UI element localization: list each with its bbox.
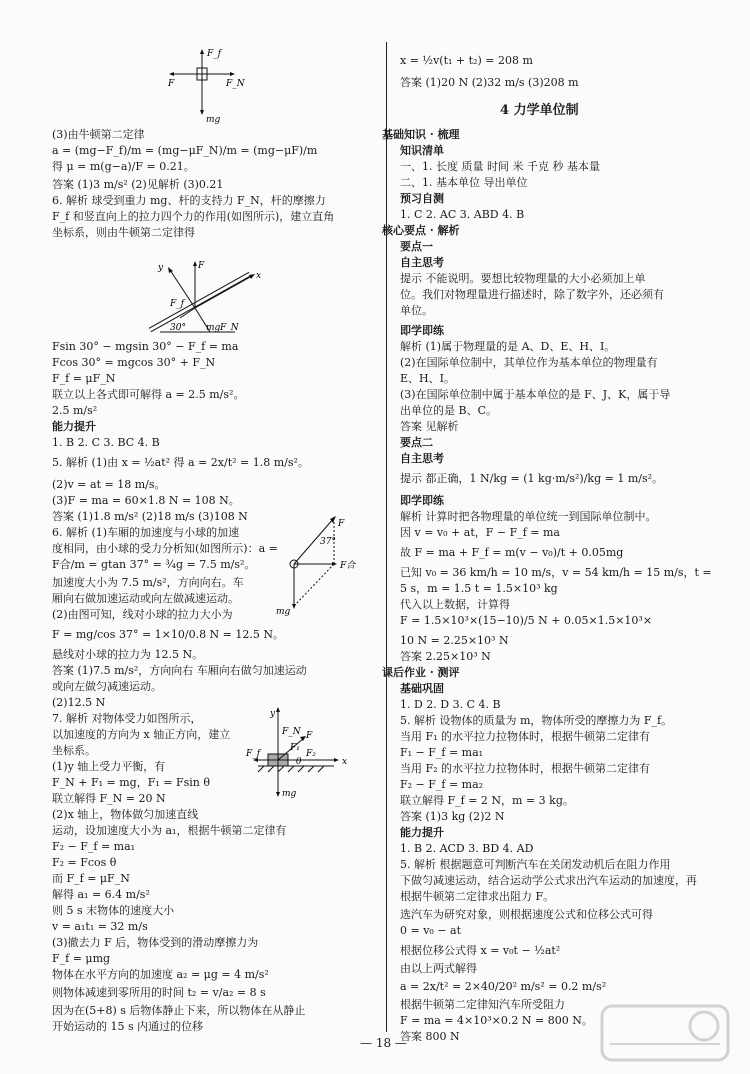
text-line: F₂ − F_f = ma₂ xyxy=(400,778,484,791)
text-line: F = ma = 4×10³×0.2 N = 800 N。 xyxy=(400,1014,593,1027)
label-ff: F_f xyxy=(207,49,222,59)
text-line: 根据牛顿第二定律知汽车所受阻力 xyxy=(400,998,565,1011)
text-line: 悬线对小球的拉力为 12.5 N。 xyxy=(52,648,204,661)
label-ff: F_f xyxy=(170,299,185,309)
text-line: 二、1. 基本单位 导出单位 xyxy=(400,176,528,189)
text-line: 当用 F₂ 的水平拉力拉物体时，根据牛顿第二定律有 xyxy=(400,762,651,775)
text-line: 答案 (1)20 N (2)32 m/s (3)208 m xyxy=(400,76,579,89)
text-line: 解析 (1)属于物理量的是 A、D、E、H、I。 xyxy=(400,340,616,353)
label-fn: F_N xyxy=(226,79,245,89)
label-x: x xyxy=(342,757,348,767)
text-line: 而 F_f = μF_N xyxy=(52,872,130,885)
label-mg: mg xyxy=(206,323,221,333)
label-mg: mg xyxy=(206,115,221,125)
label-f1: F₁ xyxy=(290,743,300,753)
text-line: 答案 (1)1.8 m/s² (2)18 m/s (3)108 N xyxy=(52,510,248,523)
subheading: 能力提升 xyxy=(400,826,444,839)
text-line: 5. 解析 根据题意可判断汽车在关闭发动机后在阻力作用 xyxy=(400,858,671,871)
text-line: 5 s，m = 1.5 t = 1.5×10³ kg xyxy=(400,582,558,595)
text-line: 选汽车为研究对象，则根据速度公式和位移公式可得 xyxy=(400,908,653,921)
text-line: 10 N = 2.25×10³ N xyxy=(400,634,509,647)
subheading: 即学即练 xyxy=(400,494,444,507)
label-y: y xyxy=(158,263,164,273)
force-diagram-block xyxy=(160,46,250,126)
page-number: — 18 — xyxy=(360,1036,407,1050)
section-heading: 能力提升 xyxy=(52,420,96,433)
text-line: 1. C 2. AC 3. ABD 4. B xyxy=(400,208,525,221)
label-ff: F_f xyxy=(246,749,261,759)
label-angle: 37° xyxy=(320,537,336,547)
label-angle: 30° xyxy=(170,323,186,333)
label-f: F xyxy=(338,519,345,529)
chapter-title: 4 力学单位制 xyxy=(500,103,579,118)
text-line: 得 μ = m(g−a)/F = 0.21。 xyxy=(52,160,195,173)
text-line: 答案 见解析 xyxy=(400,420,459,433)
label-f: F xyxy=(168,79,175,89)
text-line: 出单位的是 B、C。 xyxy=(400,404,497,417)
section-heading: 基础知识 · 梳理 xyxy=(382,128,460,141)
label-fn: F_N xyxy=(220,323,239,333)
text-line: 提示 不能说明。要想比较物理量的大小必须加上单 xyxy=(400,272,646,285)
text-line: a = (mg−F_f)/m = (mg−μF_N)/m = (mg−μF)/m xyxy=(52,144,318,157)
text-line: 或向左做匀减速运动。 xyxy=(52,680,162,693)
subheading: 自主思考 xyxy=(400,256,444,269)
column-divider xyxy=(386,42,387,1032)
subheading: 知识清单 xyxy=(400,144,444,157)
text-line: (2)在国际单位制中，其单位作为基本单位的物理量有 xyxy=(400,356,658,369)
text-line: 度相同，由小球的受力分析知(如图所示)：a = xyxy=(52,542,278,555)
label-mg: mg xyxy=(276,607,291,616)
text-line: (2)12.5 N xyxy=(52,696,106,709)
text-line: 2.5 m/s² xyxy=(52,404,98,417)
label-fnet: F合 xyxy=(340,561,356,571)
text-line: 坐标系。 xyxy=(52,744,96,757)
label-theta: θ xyxy=(296,757,302,767)
label-x: x xyxy=(256,271,262,281)
label-f: F xyxy=(306,731,313,741)
text-line: v = a₁t₁ = 32 m/s xyxy=(52,920,148,933)
text-line: F₂ − F_f = ma₁ xyxy=(52,840,136,853)
text-line: 位。我们对物理量进行描述时，除了数字外，还必须有 xyxy=(400,288,664,301)
text-line: 解析 计算时把各物理量的单位统一到国际单位制中。 xyxy=(400,510,657,523)
text-line: (1)y 轴上受力平衡，有 xyxy=(52,760,166,773)
text-line: 1. D 2. D 3. C 4. B xyxy=(400,698,501,711)
force-diagram-incline-pull xyxy=(244,704,354,800)
text-line: F合/m = gtan 37° = ¾g = 7.5 m/s²。 xyxy=(52,558,256,571)
text-line: (2)x 轴上，物体做匀加速直线 xyxy=(52,808,199,821)
text-line: (3)由牛顿第二定律 xyxy=(52,128,145,141)
text-line: 已知 v₀ = 36 km/h = 10 m/s，v = 54 km/h = 15 m/s，t = xyxy=(400,566,712,579)
text-line: 则物体减速到零所用的时间 t₂ = v/a₂ = 8 s xyxy=(52,986,266,999)
subheading: 基础巩固 xyxy=(400,682,444,695)
text-line: 加速度大小为 7.5 m/s²，方向向右。车 xyxy=(52,576,244,589)
subheading: 预习自测 xyxy=(400,192,444,205)
text-line: 故 F = ma + F_f = m(v − v₀)/t + 0.05mg xyxy=(400,546,624,559)
text-line: 厢向右做加速运动或向左做减速运动。 xyxy=(52,592,239,605)
text-line: a = 2x/t² = 2×40/20² m/s² = 0.2 m/s² xyxy=(400,980,607,993)
text-line: F₂ = Fcos θ xyxy=(52,856,117,869)
label-fn: F_N xyxy=(282,727,301,737)
label-y: y xyxy=(270,709,276,719)
text-line: 单位。 xyxy=(400,304,433,317)
text-line: 提示 都正确，1 N/kg = (1 kg·m/s²)/kg = 1 m/s²。 xyxy=(400,472,664,485)
text-line: 根据位移公式得 x = v₀t − ½at² xyxy=(400,944,561,957)
text-line: 因为在(5+8) s 后物体静止下来，所以物体在从静止 xyxy=(52,1004,306,1017)
text-line: x = ½v(t₁ + t₂) = 208 m xyxy=(400,54,533,67)
text-line: E、H、I。 xyxy=(400,372,455,385)
force-diagram-pendulum xyxy=(272,516,364,616)
text-line: 当用 F₁ 的水平拉力拉物体时，根据牛顿第二定律有 xyxy=(400,730,651,743)
text-line: 6. 解析 球受到重力 mg、杆的支持力 F_N，杆的摩擦力 xyxy=(52,194,326,207)
text-line: 1. B 2. ACD 3. BD 4. AD xyxy=(400,842,534,855)
subheading: 即学即练 xyxy=(400,324,444,337)
subheading: 自主思考 xyxy=(400,452,444,465)
text-line: 联立解得 F_N = 20 N xyxy=(52,792,166,805)
text-line: F₁ − F_f = ma₁ xyxy=(400,746,484,759)
watermark-logo xyxy=(600,1004,730,1062)
text-line: 因 v = v₀ + at，F − F_f = ma xyxy=(400,526,560,539)
text-line: (3)撤去力 F 后，物体受到的滑动摩擦力为 xyxy=(52,936,259,949)
text-line: 答案 2.25×10³ N xyxy=(400,650,491,663)
section-heading: 课后作业 · 测评 xyxy=(382,666,460,679)
text-line: 联立解得 F_f = 2 N，m = 3 kg。 xyxy=(400,794,574,807)
text-line: 运动，设加速度大小为 a₁，根据牛顿第二定律有 xyxy=(52,824,287,837)
text-line: 0 = v₀ − at xyxy=(400,924,462,937)
label-mg: mg xyxy=(282,789,297,799)
text-line: (2)v = at = 18 m/s。 xyxy=(52,478,166,491)
text-line: F_f 和竖直向上的拉力四个力的作用(如图所示)，建立直角 xyxy=(52,210,335,223)
text-line: 解得 a₁ = 6.4 m/s² xyxy=(52,888,150,901)
text-line: 代入以上数据，计算得 xyxy=(400,598,510,611)
subheading: 要点二 xyxy=(400,436,433,449)
text-line: 下做匀减速运动，结合运动学公式求出汽车运动的加速度，再 xyxy=(400,874,697,887)
force-diagram-rod xyxy=(140,258,270,338)
text-line: 7. 解析 对物体受力如图所示， xyxy=(52,712,202,725)
text-line: F = 1.5×10³×(15−10)/5 N + 0.05×1.5×10³× xyxy=(400,614,653,627)
text-line: (3)F = ma = 60×1.8 N = 108 N。 xyxy=(52,494,240,507)
text-line: 根据牛顿第二定律求出阻力 F。 xyxy=(400,890,555,903)
text-line: F_N + F₁ = mg，F₁ = Fsin θ xyxy=(52,776,210,789)
text-line: 以加速度的方向为 x 轴正方向，建立 xyxy=(52,728,231,741)
subheading: 要点一 xyxy=(400,240,433,253)
text-line: F_f = μF_N xyxy=(52,372,116,385)
text-line: 则 5 s 末物体的速度大小 xyxy=(52,904,175,917)
text-line: F = mg/cos 37° = 1×10/0.8 N = 12.5 N。 xyxy=(52,628,285,641)
text-line: Fsin 30° − mgsin 30° − F_f = ma xyxy=(52,340,239,353)
text-line: Fcos 30° = mgcos 30° + F_N xyxy=(52,356,216,369)
section-heading: 核心要点 · 解析 xyxy=(382,224,460,237)
text-line: (3)在国际单位制中属于基本单位的是 F、J、K，属于导 xyxy=(400,388,671,401)
text-line: (2)由图可知，线对小球的拉力大小为 xyxy=(52,608,233,621)
text-line: 答案 (1)3 kg (2)2 N xyxy=(400,810,505,823)
text-line: 1. B 2. C 3. BC 4. B xyxy=(52,436,160,449)
text-line: F_f = μmg xyxy=(52,952,111,965)
text-line: 由以上两式解得 xyxy=(400,962,477,975)
text-line: 5. 解析 设物体的质量为 m，物体所受的摩擦力为 F_f。 xyxy=(400,714,673,727)
text-line: 答案 800 N xyxy=(400,1030,460,1043)
text-line: 坐标系，则由牛顿第二定律得 xyxy=(52,226,195,239)
text-line: 答案 (1)7.5 m/s²，方向向右 车厢向右做匀加速运动 xyxy=(52,664,307,677)
text-line: 开始运动的 15 s 内通过的位移 xyxy=(52,1020,204,1033)
text-line: 一、1. 长度 质量 时间 米 千克 秒 基本量 xyxy=(400,160,600,173)
text-line: 5. 解析 (1)由 x = ½at² 得 a = 2x/t² = 1.8 m/s²。 xyxy=(52,456,309,469)
text-line: 6. 解析 (1)车厢的加速度与小球的加速 xyxy=(52,526,240,539)
text-line: 答案 (1)3 m/s² (2)见解析 (3)0.21 xyxy=(52,178,224,191)
text-line: 联立以上各式即可解得 a = 2.5 m/s²。 xyxy=(52,388,245,401)
text-line: 物体在水平方向的加速度 a₂ = μg = 4 m/s² xyxy=(52,968,269,981)
label-f2: F₂ xyxy=(306,749,316,759)
label-f: F xyxy=(198,261,205,271)
